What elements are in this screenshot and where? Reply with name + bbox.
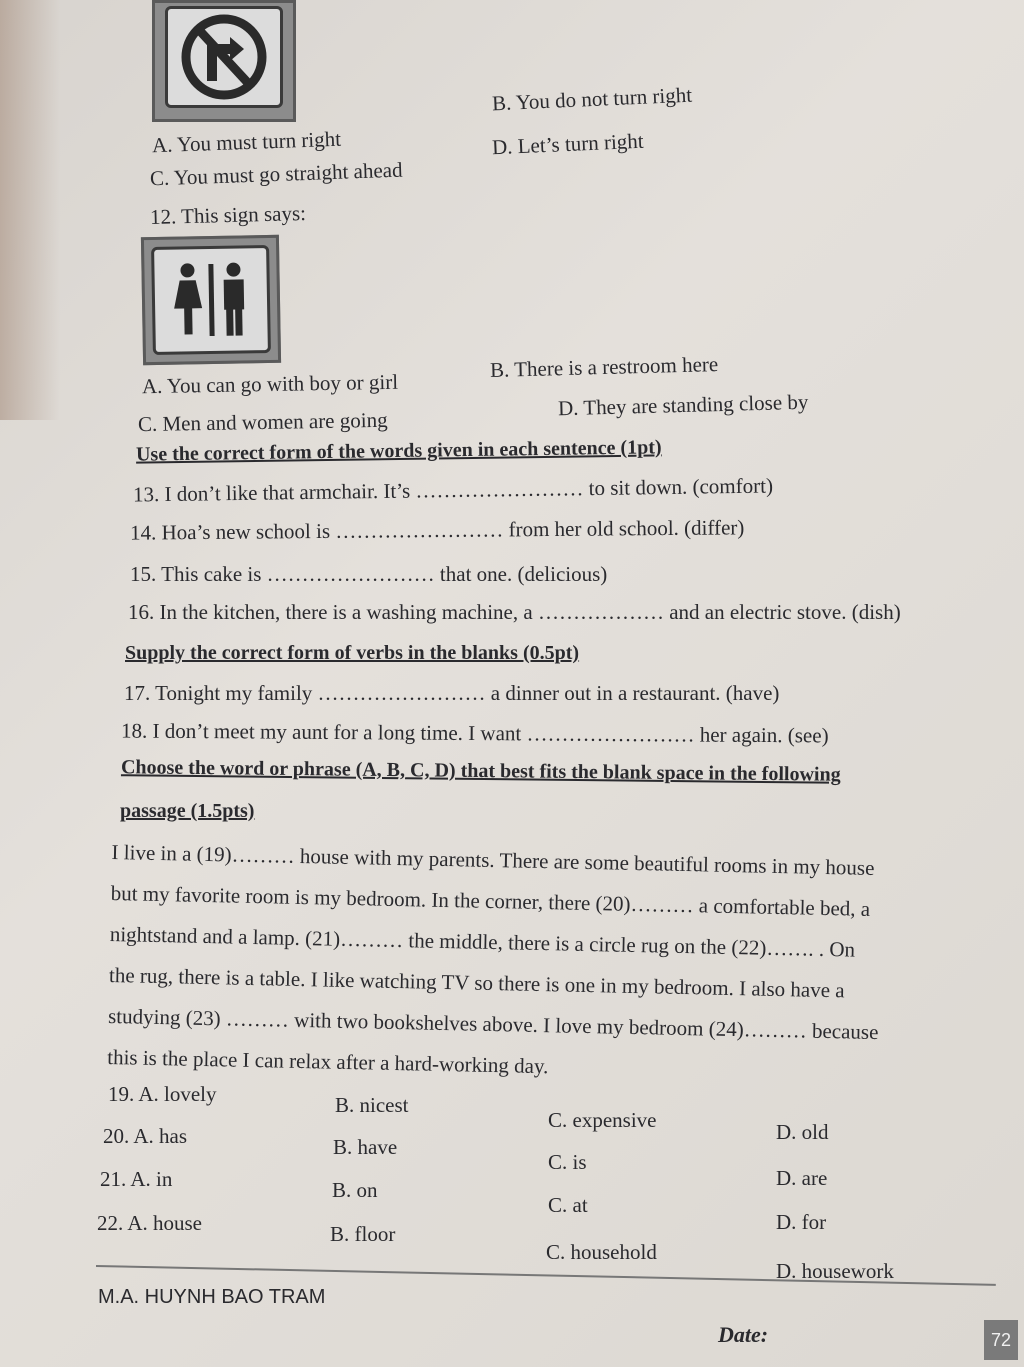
- item-15: 15. This cake is …………………… that one. (delicious): [130, 562, 608, 586]
- q11-option-d: D. Let’s turn right: [491, 128, 645, 160]
- answer-21-a: 21. A. in: [100, 1167, 173, 1191]
- q12-option-c: C. Men and women are going: [137, 407, 388, 437]
- q11-option-a: A. You must turn right: [151, 126, 342, 158]
- answer-21-d: D. for: [776, 1210, 827, 1234]
- answer-19-c: C. expensive: [548, 1108, 657, 1132]
- finger-shadow: [0, 0, 60, 420]
- passage-line-3: nightstand and a lamp. (21)……… the middle, there is a circle rug on the (22)……. . On: [109, 921, 856, 962]
- answer-19-a: 19. A. lovely: [108, 1082, 217, 1106]
- q11-option-b: B. You do not turn right: [491, 82, 693, 116]
- passage-line-4: the rug, there is a table. I like watching TV so there is one in my bedroom. I also have a: [108, 962, 845, 1003]
- passage-heading-line1: Choose the word or phrase (A, B, C, D) that best fits the blank space in the following: [120, 756, 841, 786]
- answer-21-c: C. at: [548, 1193, 588, 1217]
- answer-20-a: 20. A. has: [103, 1124, 187, 1148]
- passage-heading-line2: passage (1.5pts): [120, 800, 255, 822]
- passage-text: [107, 832, 1012, 1097]
- item-18: 18. I don’t meet my aunt for a long time. I want …………………… her again. (see): [120, 718, 829, 748]
- footer-author: M.A. HUYNH BAO TRAM: [98, 1286, 326, 1308]
- answer-22-a: 22. A. house: [97, 1211, 202, 1235]
- passage-line-1: I live in a (19)……… house with my parents. There are some beautiful rooms in my house: [111, 839, 875, 880]
- verbs-heading: Supply the correct form of verbs in the blanks (0.5pt): [125, 642, 580, 664]
- passage-line-2: but my favorite room is my bedroom. In the corner, there (20)……… a comfortable bed, a: [110, 880, 871, 921]
- answer-20-d: D. are: [776, 1166, 828, 1190]
- answer-20-b: B. have: [333, 1135, 398, 1159]
- answer-19-d: D. old: [776, 1120, 829, 1144]
- item-13: 13. I don’t like that armchair. It’s …………………… to sit down. (comfort): [132, 473, 774, 507]
- no-right-turn-icon: [178, 11, 270, 103]
- answer-19-b: B. nicest: [335, 1093, 409, 1117]
- answer-22-c: C. household: [546, 1240, 657, 1264]
- answer-22-d: D. housework: [776, 1259, 894, 1283]
- q12-option-d: D. They are standing close by: [557, 389, 809, 421]
- passage-line-6: this is the place I can relax after a hard-working day.: [107, 1044, 549, 1079]
- item-16: 16. In the kitchen, there is a washing machine, a ……………… and an electric stove. (dish): [128, 600, 901, 624]
- q11-option-c: C. You must go straight ahead: [149, 157, 403, 191]
- answer-21-b: B. on: [332, 1178, 378, 1202]
- answer-20-c: C. is: [548, 1150, 587, 1174]
- q12-question: 12. This sign says:: [149, 200, 307, 230]
- q12-option-b: B. There is a restroom here: [489, 352, 719, 382]
- restroom-sign: [141, 235, 281, 365]
- page-number: 72: [984, 1320, 1018, 1360]
- no-right-turn-sign: [152, 0, 296, 122]
- answer-22-b: B. floor: [330, 1222, 396, 1246]
- item-14: 14. Hoa’s new school is …………………… from her old school. (differ): [129, 515, 745, 545]
- footer-date-label: Date:: [718, 1322, 769, 1347]
- restroom-icon: [165, 257, 256, 343]
- item-17: 17. Tonight my family …………………… a dinner out in a restaurant. (have): [124, 681, 780, 705]
- passage-line-5: studying (23) ……… with two bookshelves above. I love my bedroom (24)……… because: [107, 1003, 879, 1045]
- q12-option-a: A. You can go with boy or girl: [141, 369, 399, 399]
- word-form-heading: Use the correct form of the words given in each sentence (1pt): [135, 436, 662, 466]
